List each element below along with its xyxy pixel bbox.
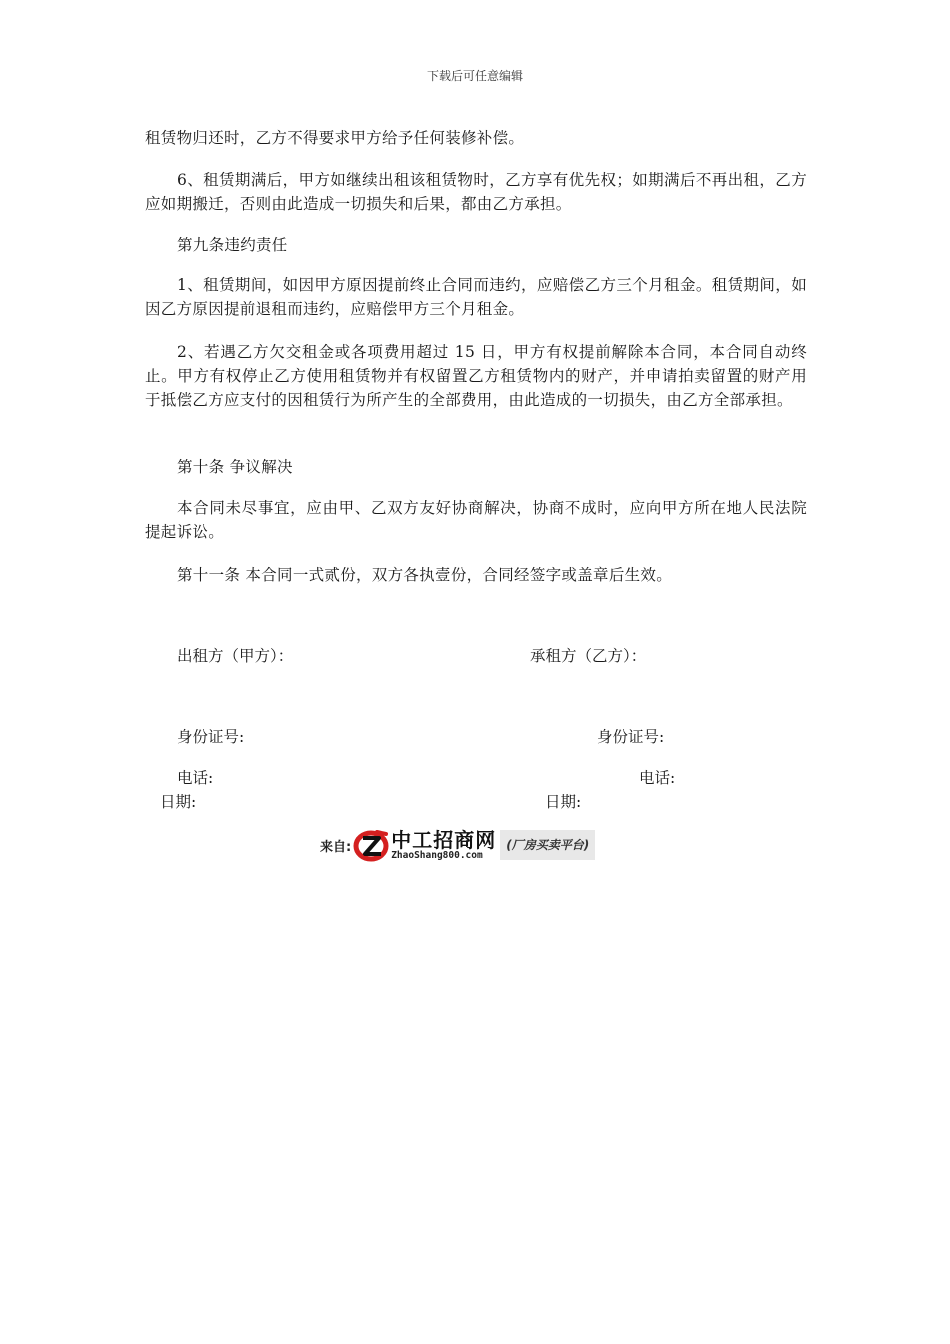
lessee-label: 承租方（乙方）：: [530, 647, 647, 665]
paragraph-copies: 第十一条 本合同一式贰份，双方各执壹份，合同经签字或盖章后生效。: [177, 566, 673, 584]
phone-label-right: 电话:: [639, 769, 676, 787]
id-number-label-right: 身份证号:: [597, 728, 665, 746]
id-number-label-left: 身份证号:: [177, 728, 245, 746]
paragraph-breach-2: 2、若遇乙方欠交租金或各项费用超过 15 日，甲方有权提前解除本合同，本合同自动终止。甲方有权停止乙方使用租赁物并有权留置乙方租赁物内的财产，并申请拍卖留置的财产用于抵偿乙方应支付的因租赁行为所产生的全部费用，由此造成的一切损失，由乙方全部承担。: [145, 343, 807, 409]
source-logo: [320, 828, 631, 862]
paragraph-renewal-clause: 6、租赁期满后，甲方如继续出租该租赁物时，乙方享有优先权；如期满后不再出租，乙方应如期搬迁，否则由此造成一切损失和后果，都由乙方承担。: [145, 171, 807, 213]
page-header: 下载后可任意编辑: [426, 69, 523, 83]
logo-from-label: 来自:: [320, 839, 352, 855]
logo-name: 中工招商网: [391, 827, 497, 852]
paragraph-dispute: 本合同未尽事宜，应由甲、乙双方友好协商解决，协商不成时，应向甲方所在地人民法院提起诉讼。: [145, 499, 807, 541]
phone-label-left: 电话:: [177, 769, 214, 787]
date-label-left: 日期:: [160, 793, 197, 811]
logo-brand: [391, 827, 497, 861]
logo-z-icon: [353, 828, 389, 862]
paragraph-breach-1: 1、租赁期间，如因甲方原因提前终止合同而违约，应赔偿乙方三个月租金。租赁期间，如因乙方原因提前退租而违约，应赔偿甲方三个月租金。: [145, 276, 807, 318]
date-label-right: 日期:: [545, 793, 582, 811]
section-heading-breach: 第九条违约责任: [177, 236, 288, 254]
logo-tagline: (厂房买卖平台): [500, 830, 595, 860]
lessor-label: 出租方（甲方）：: [177, 647, 294, 665]
paragraph-return-clause: 租赁物归还时，乙方不得要求甲方给予任何装修补偿。: [145, 129, 525, 147]
section-heading-dispute: 第十条 争议解决: [177, 458, 293, 476]
logo-url: ZhaoShang800.com: [391, 849, 483, 861]
